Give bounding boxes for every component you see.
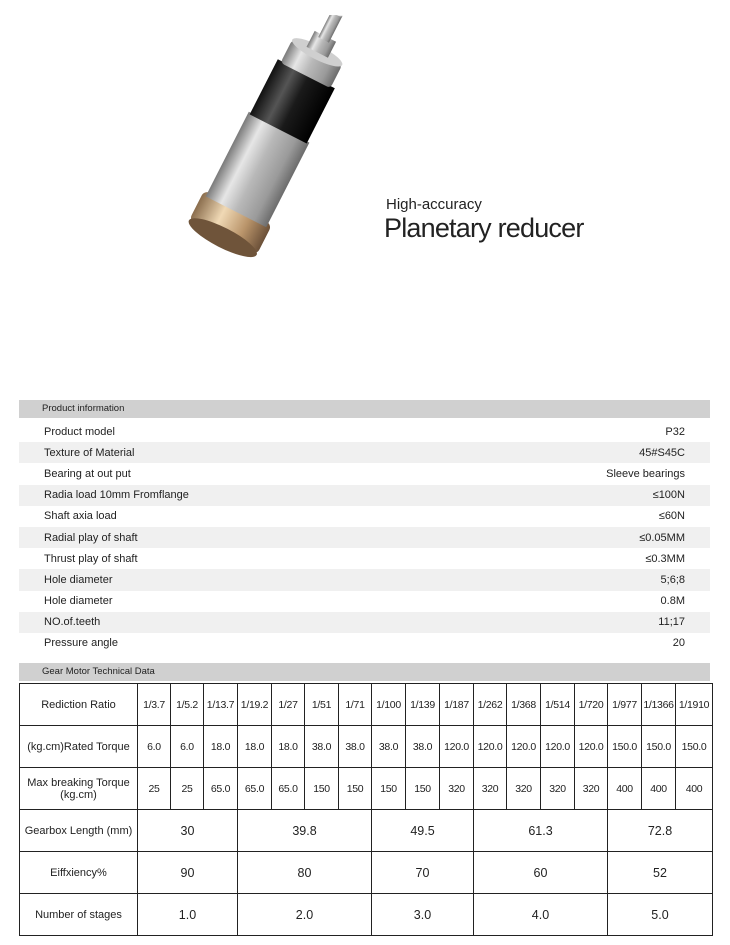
ratio-cell: 1/19.2 <box>238 684 272 726</box>
product-info-header-label: Product information <box>42 403 125 414</box>
ratio-cell: 1/514 <box>541 684 575 726</box>
ratio-cell: 1/977 <box>608 684 642 726</box>
info-row-pressure-angle <box>19 633 710 654</box>
gear-data-header <box>19 663 710 681</box>
hero-subtitle: High-accuracy <box>386 196 482 213</box>
gear-data-table <box>19 683 713 936</box>
row-rated-torque <box>20 726 713 768</box>
info-row-radia-load <box>19 485 710 506</box>
efficiency-cell: 52 <box>608 852 713 894</box>
ratio-cell: 1/720 <box>575 684 608 726</box>
gear-data-header-label: Gear Motor Technical Data <box>42 666 155 677</box>
row-number-of-stages <box>20 894 713 936</box>
rated-cell: 18.0 <box>272 726 305 768</box>
rated-cell: 150.0 <box>676 726 713 768</box>
info-value: Sleeve bearings <box>606 467 685 480</box>
stages-cell: 1.0 <box>138 894 238 936</box>
ratio-cell: 1/71 <box>339 684 372 726</box>
ratio-cell: 1/5.2 <box>171 684 204 726</box>
rated-cell: 120.0 <box>440 726 474 768</box>
row-label: (kg.cm)Rated Torque <box>20 726 138 768</box>
rated-cell: 120.0 <box>541 726 575 768</box>
info-value: 5;6;8 <box>660 573 685 586</box>
info-label: Bearing at out put <box>44 467 131 480</box>
rated-cell: 18.0 <box>204 726 238 768</box>
rated-cell: 38.0 <box>406 726 440 768</box>
info-row-texture-material <box>19 442 710 463</box>
info-value: ≤0.3MM <box>645 552 685 565</box>
ratio-cell: 1/262 <box>474 684 507 726</box>
info-row-shaft-axia-load <box>19 506 710 527</box>
efficiency-cell: 60 <box>474 852 608 894</box>
ratio-cell: 1/1366 <box>642 684 676 726</box>
max-cell: 320 <box>575 768 608 810</box>
info-value: ≤60N <box>658 510 685 523</box>
info-label: Texture of Material <box>44 446 135 459</box>
max-cell: 150 <box>406 768 440 810</box>
info-value: 0.8M <box>660 595 685 608</box>
ratio-cell: 1/13.7 <box>204 684 238 726</box>
rated-cell: 18.0 <box>238 726 272 768</box>
max-cell: 400 <box>608 768 642 810</box>
max-cell: 400 <box>676 768 713 810</box>
info-label: Radia load 10mm Fromflange <box>44 489 189 502</box>
ratio-cell: 1/1910 <box>676 684 713 726</box>
info-label: Hole diameter <box>44 595 113 608</box>
length-cell: 72.8 <box>608 810 713 852</box>
rated-cell: 38.0 <box>372 726 406 768</box>
rated-cell: 120.0 <box>507 726 541 768</box>
ratio-cell: 1/187 <box>440 684 474 726</box>
max-cell: 65.0 <box>272 768 305 810</box>
row-label: Rediction Ratio <box>20 684 138 726</box>
efficiency-cell: 70 <box>372 852 474 894</box>
max-cell: 320 <box>541 768 575 810</box>
max-cell: 25 <box>138 768 171 810</box>
info-label: Thrust play of shaft <box>44 552 138 565</box>
info-row-bearing <box>19 463 710 484</box>
hero-title: Planetary reducer <box>384 213 584 243</box>
info-value: 20 <box>672 637 685 650</box>
ratio-cell: 1/27 <box>272 684 305 726</box>
max-cell: 320 <box>507 768 541 810</box>
info-label: Pressure angle <box>44 637 118 650</box>
max-cell: 320 <box>440 768 474 810</box>
rated-cell: 38.0 <box>339 726 372 768</box>
max-cell: 65.0 <box>238 768 272 810</box>
row-reduction-ratio <box>20 684 713 726</box>
info-value: 45#S45C <box>639 446 685 459</box>
planetary-reducer-motor-image <box>150 15 390 275</box>
info-value: ≤100N <box>652 489 685 502</box>
rated-cell: 38.0 <box>305 726 339 768</box>
max-cell: 400 <box>642 768 676 810</box>
length-cell: 61.3 <box>474 810 608 852</box>
rated-cell: 6.0 <box>171 726 204 768</box>
product-info-header <box>19 400 710 418</box>
rated-cell: 150.0 <box>642 726 676 768</box>
stages-cell: 3.0 <box>372 894 474 936</box>
stages-cell: 5.0 <box>608 894 713 936</box>
length-cell: 39.8 <box>238 810 372 852</box>
info-label: Product model <box>44 425 115 438</box>
rated-cell: 120.0 <box>474 726 507 768</box>
max-cell: 320 <box>474 768 507 810</box>
length-cell: 49.5 <box>372 810 474 852</box>
ratio-cell: 1/368 <box>507 684 541 726</box>
row-label: Number of stages <box>20 894 138 936</box>
max-cell: 150 <box>339 768 372 810</box>
efficiency-cell: 80 <box>238 852 372 894</box>
max-cell: 150 <box>305 768 339 810</box>
info-label: Shaft axia load <box>44 510 117 523</box>
efficiency-cell: 90 <box>138 852 238 894</box>
rated-cell: 150.0 <box>608 726 642 768</box>
info-value: 11;17 <box>658 616 685 629</box>
ratio-cell: 1/139 <box>406 684 440 726</box>
info-value: ≤0.05MM <box>639 531 685 544</box>
row-label: Gearbox Length (mm) <box>20 810 138 852</box>
info-row-hole-diameter-2 <box>19 591 710 612</box>
row-gearbox-length <box>20 810 713 852</box>
stages-cell: 2.0 <box>238 894 372 936</box>
info-label: Radial play of shaft <box>44 531 138 544</box>
info-row-thrust-play <box>19 548 710 569</box>
product-info-table <box>19 421 710 654</box>
max-cell: 25 <box>171 768 204 810</box>
info-label: NO.of.teeth <box>44 616 101 629</box>
info-label: Hole diameter <box>44 573 113 586</box>
row-max-breaking-torque <box>20 768 713 810</box>
row-label: Max breaking Torque (kg.cm) <box>20 768 138 810</box>
ratio-cell: 1/51 <box>305 684 339 726</box>
max-cell: 65.0 <box>204 768 238 810</box>
row-efficiency <box>20 852 713 894</box>
rated-cell: 6.0 <box>138 726 171 768</box>
info-row-radial-play <box>19 527 710 548</box>
info-value: P32 <box>665 425 685 438</box>
info-row-product-model <box>19 421 710 442</box>
max-cell: 150 <box>372 768 406 810</box>
info-row-hole-diameter <box>19 569 710 590</box>
info-row-no-of-teeth <box>19 612 710 633</box>
length-cell: 30 <box>138 810 238 852</box>
stages-cell: 4.0 <box>474 894 608 936</box>
ratio-cell: 1/100 <box>372 684 406 726</box>
ratio-cell: 1/3.7 <box>138 684 171 726</box>
row-label: Eiffxiency% <box>20 852 138 894</box>
rated-cell: 120.0 <box>575 726 608 768</box>
